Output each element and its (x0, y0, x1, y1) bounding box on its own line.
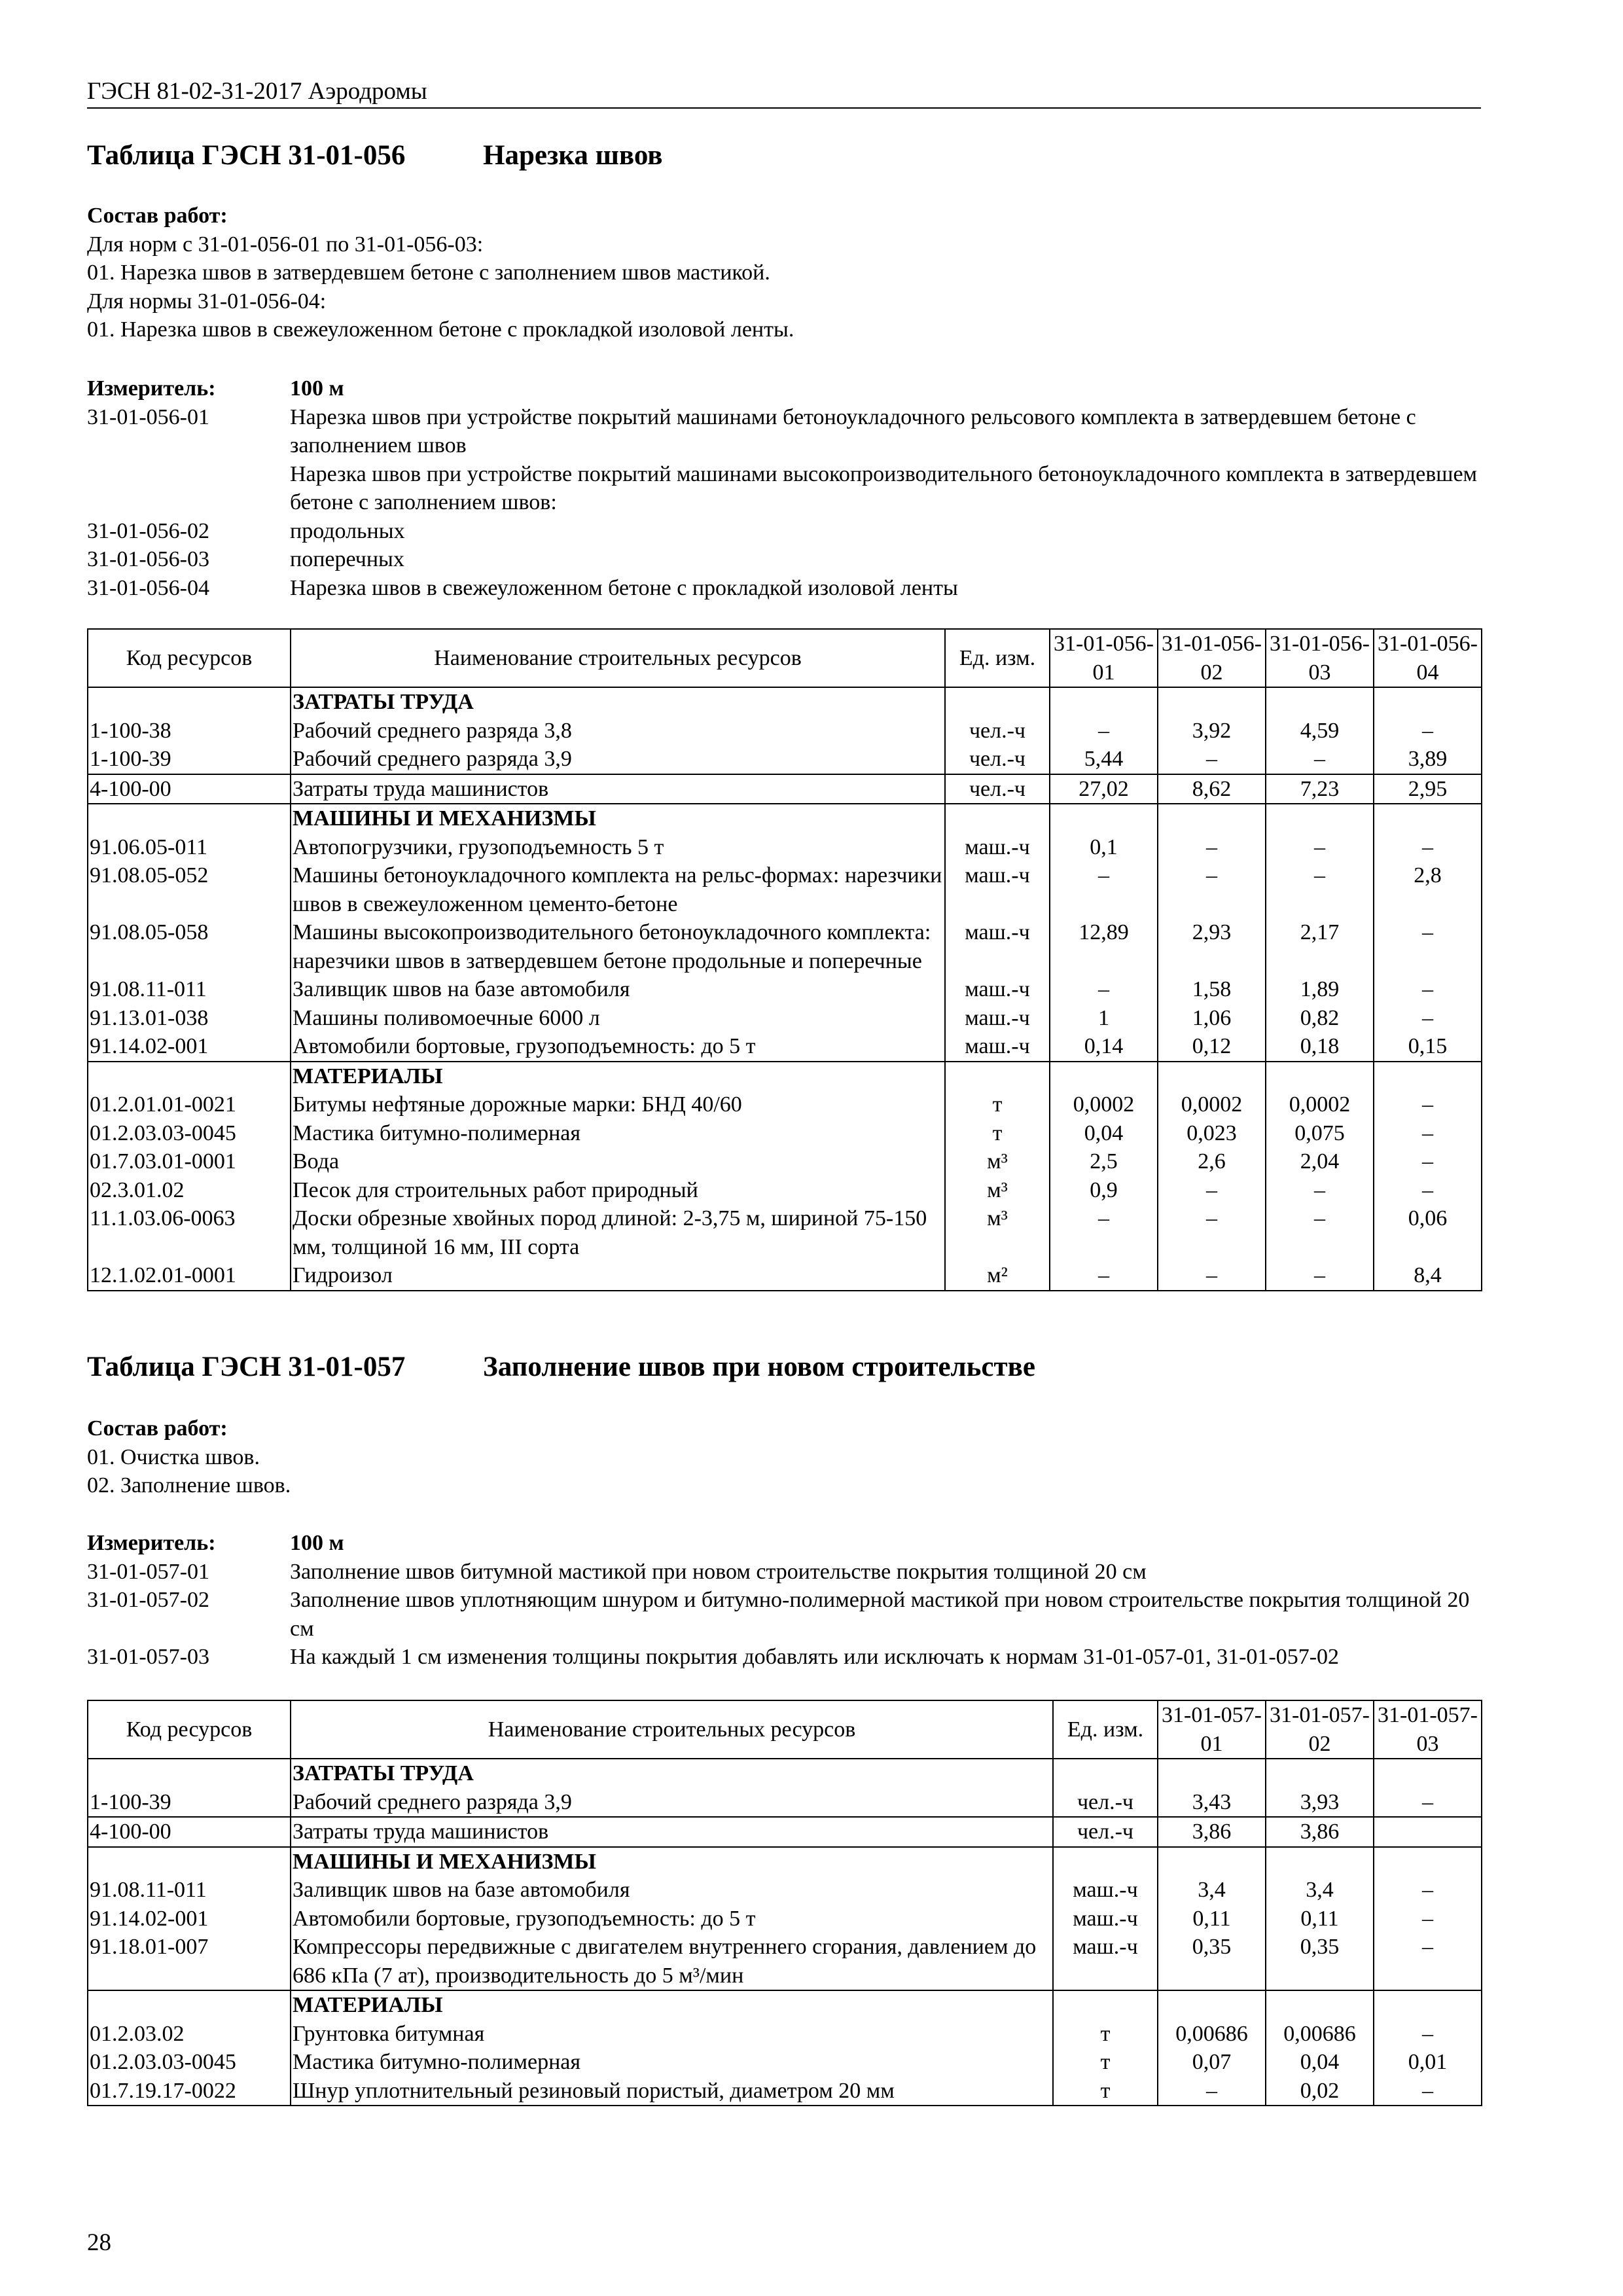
resource-unit: чел.-ч (945, 774, 1050, 804)
norm-code: 31-01-056-04 (87, 575, 209, 600)
resource-value (1050, 687, 1158, 717)
resource-name: МАШИНЫ И МЕХАНИЗМЫ (291, 1847, 1053, 1876)
header-unit: Ед. изм. (945, 629, 1050, 687)
resource-unit: т (945, 1090, 1050, 1119)
resource-value: 3,89 (1374, 745, 1482, 774)
resource-name: МАТЕРИАЛЫ (291, 1062, 945, 1091)
resource-name: Битумы нефтяные дорожные марки: БНД 40/60 (291, 1090, 945, 1119)
norm-text: Нарезка швов при устройстве покрытий машинами бетоноукладочного рельсового комплекта в затвердевшем бетоне с заполнением швов (290, 404, 1416, 457)
resource-value: – (1158, 2077, 1266, 2106)
resource-name: Рабочий среднего разряда 3,8 (291, 717, 945, 745)
table-row (88, 1876, 1482, 1905)
resource-value (1158, 1990, 1266, 2020)
resource-name: Машины высокопроизводительного бетоноукладочного комплекта: нарезчики швов в затвердевшем бетоне продольные и поперечные (291, 918, 945, 975)
resource-value (1158, 804, 1266, 833)
header-norm-col: 31-01-057-02 (1266, 1700, 1374, 1759)
resource-value: 1,58 (1158, 975, 1266, 1004)
resource-value: 0,15 (1374, 1032, 1482, 1062)
table-row (88, 1147, 1482, 1176)
table-row (88, 1817, 1482, 1847)
meter-value: 100 м (290, 376, 344, 401)
resource-value: 3,4 (1158, 1876, 1266, 1905)
resource-code (88, 1062, 291, 1091)
resource-code: 01.2.03.02 (88, 2020, 291, 2049)
resource-name: ЗАТРАТЫ ТРУДА (291, 1759, 1053, 1788)
resource-code: 91.08.11-011 (88, 975, 291, 1004)
resource-name: Мастика битумно-полимерная (291, 1119, 945, 1148)
resource-code: 91.14.02-001 (88, 1032, 291, 1062)
section-row (88, 687, 1482, 717)
resource-value (1374, 1990, 1482, 2020)
resource-unit: т (945, 1119, 1050, 1148)
resource-unit: маш.-ч (945, 1032, 1050, 1062)
resource-code: 91.14.02-001 (88, 1905, 291, 1933)
resource-value: 0,06 (1374, 1204, 1482, 1261)
resource-value: 0,82 (1266, 1004, 1374, 1033)
norm-text: На каждый 1 см изменения толщины покрытия добавлять или исключать к нормам 31-01-057-01, 31-01-057-02 (290, 1645, 1340, 1669)
resource-code: 91.18.01-007 (88, 1933, 291, 1990)
resource-value: – (1374, 833, 1482, 862)
resource-value: 3,43 (1158, 1788, 1266, 1818)
resource-code: 01.2.03.03-0045 (88, 1119, 291, 1148)
header-norm-col: 31-01-057-03 (1374, 1700, 1482, 1759)
resource-value: 7,23 (1266, 774, 1374, 804)
resource-value: – (1158, 1176, 1266, 1205)
resource-value: 0,00686 (1158, 2020, 1266, 2049)
resource-value: 0,075 (1266, 1119, 1374, 1148)
resource-unit: маш.-ч (945, 833, 1050, 862)
resource-value: – (1374, 918, 1482, 975)
resource-value (1374, 1062, 1482, 1091)
resource-value: – (1374, 1788, 1482, 1818)
header-unit: Ед. изм. (1053, 1700, 1158, 1759)
resource-value: 8,4 (1374, 1261, 1482, 1291)
composition-056 (87, 202, 1481, 344)
resource-value: 27,02 (1050, 774, 1158, 804)
table-row (88, 1090, 1482, 1119)
resource-value: – (1374, 2077, 1482, 2106)
running-header: ГЭСН 81-02-31-2017 Аэродромы (87, 77, 1481, 109)
composition-line: Для норм с 31-01-056-01 по 31-01-056-03: (87, 232, 484, 257)
resource-value: 0,07 (1158, 2048, 1266, 2077)
composition-line: 01. Нарезка швов в свежеуложенном бетоне с прокладкой изоловой ленты. (87, 317, 794, 342)
resource-value: – (1374, 1876, 1482, 1905)
resource-value: – (1374, 1176, 1482, 1205)
resource-code: 91.08.05-058 (88, 918, 291, 975)
resource-value (1266, 687, 1374, 717)
resource-value: 0,11 (1158, 1905, 1266, 1933)
table-row (88, 1119, 1482, 1148)
resource-value: 2,6 (1158, 1147, 1266, 1176)
resources-table-057 (87, 1700, 1482, 2106)
resource-unit: м² (945, 1261, 1050, 1291)
resource-value: – (1050, 717, 1158, 745)
meter-block-057 (87, 1529, 1481, 1672)
resource-code: 91.13.01-038 (88, 1004, 291, 1033)
table-label: Таблица ГЭСН 31-01-057 (87, 1352, 406, 1382)
resource-code: 12.1.02.01-0001 (88, 1261, 291, 1291)
table-row (88, 1261, 1482, 1291)
composition-line: 01. Очистка швов. (87, 1444, 260, 1469)
norm-code: 31-01-056-01 (87, 404, 209, 429)
resource-value: – (1158, 861, 1266, 918)
resource-value: – (1050, 861, 1158, 918)
resource-value (1050, 1062, 1158, 1091)
resource-value: – (1266, 1261, 1374, 1291)
composition-line: Для нормы 31-01-056-04: (87, 289, 327, 314)
resource-value: 0,0002 (1158, 1090, 1266, 1119)
resource-unit: чел.-ч (1053, 1788, 1158, 1818)
resource-value: – (1374, 1119, 1482, 1148)
table-row (88, 2020, 1482, 2049)
resource-value: 0,0002 (1050, 1090, 1158, 1119)
resource-code (88, 1990, 291, 2020)
resource-value (1266, 1062, 1374, 1091)
table-row (88, 1788, 1482, 1818)
resource-value (1374, 1759, 1482, 1788)
resource-name: Вода (291, 1147, 945, 1176)
resource-code: 02.3.01.02 (88, 1176, 291, 1205)
resource-unit: маш.-ч (1053, 1933, 1158, 1990)
table-name: Нарезка швов (483, 140, 663, 171)
resource-name: Затраты труда машинистов (291, 774, 945, 804)
resource-value: 0,04 (1050, 1119, 1158, 1148)
resource-value: – (1266, 1176, 1374, 1205)
resource-value: 2,04 (1266, 1147, 1374, 1176)
resource-value: 0,9 (1050, 1176, 1158, 1205)
table-title-057 (87, 1350, 1035, 1384)
table-row (88, 1905, 1482, 1933)
composition-line: 02. Заполнение швов. (87, 1473, 291, 1498)
table-row (88, 1032, 1482, 1062)
resource-value (1374, 687, 1482, 717)
resource-code: 1-100-39 (88, 1788, 291, 1818)
table-row (88, 2048, 1482, 2077)
resource-unit (945, 687, 1050, 717)
resource-unit (945, 1062, 1050, 1091)
header-norm-col: 31-01-056-04 (1374, 629, 1482, 687)
meter-value: 100 м (290, 1531, 344, 1555)
table-row (88, 861, 1482, 918)
resource-unit: т (1053, 2020, 1158, 2049)
resource-name: Компрессоры передвижные с двигателем внутреннего сгорания, давлением до 686 кПа (7 ат), производительность до 5 м³/мин (291, 1933, 1053, 1990)
resource-value: – (1050, 975, 1158, 1004)
norm-text: Нарезка швов при устройстве покрытий машинами высокопроизводительного бетоноукладочного комплекта в затвердевшем бетоне с заполнением швов: (290, 461, 1478, 514)
resource-name: Мастика битумно-полимерная (291, 2048, 1053, 2077)
resource-name: МАШИНЫ И МЕХАНИЗМЫ (291, 804, 945, 833)
resource-name: Грунтовка битумная (291, 2020, 1053, 2049)
resource-unit: маш.-ч (945, 861, 1050, 918)
resource-value: 0,04 (1266, 2048, 1374, 2077)
table-name: Заполнение швов при новом строительстве (483, 1352, 1035, 1382)
resource-unit: чел.-ч (1053, 1817, 1158, 1847)
resource-unit: т (1053, 2077, 1158, 2106)
resource-unit: м³ (945, 1176, 1050, 1205)
resource-code: 1-100-38 (88, 717, 291, 745)
meter-label: Измеритель: (87, 376, 216, 401)
header-name: Наименование строительных ресурсов (291, 629, 945, 687)
resource-value: 4,59 (1266, 717, 1374, 745)
resource-unit: маш.-ч (945, 1004, 1050, 1033)
resource-unit: м³ (945, 1204, 1050, 1261)
composition-heading: Состав работ: (87, 1416, 228, 1441)
resource-value: 12,89 (1050, 918, 1158, 975)
resource-value: 5,44 (1050, 745, 1158, 774)
table-label: Таблица ГЭСН 31-01-056 (87, 140, 406, 171)
resource-code: 01.7.03.01-0001 (88, 1147, 291, 1176)
section-row (88, 1847, 1482, 1876)
resource-value: 0,35 (1158, 1933, 1266, 1990)
resource-value: 1,06 (1158, 1004, 1266, 1033)
resource-unit: маш.-ч (945, 918, 1050, 975)
resource-value: – (1050, 1204, 1158, 1261)
resource-value: 0,35 (1266, 1933, 1374, 1990)
section-row (88, 1062, 1482, 1091)
resource-code: 1-100-39 (88, 745, 291, 774)
meter-block-056 (87, 374, 1481, 602)
table-row (88, 1933, 1482, 1990)
header-name: Наименование строительных ресурсов (291, 1700, 1053, 1759)
resource-value (1374, 804, 1482, 833)
resource-code: 4-100-00 (88, 774, 291, 804)
resource-value: – (1374, 717, 1482, 745)
resource-value: 3,92 (1158, 717, 1266, 745)
resource-value: 1,89 (1266, 975, 1374, 1004)
resource-value (1266, 1990, 1374, 2020)
resource-value: – (1050, 1261, 1158, 1291)
resource-name: Рабочий среднего разряда 3,9 (291, 1788, 1053, 1818)
table-title-056 (87, 139, 662, 173)
resource-value: 2,17 (1266, 918, 1374, 975)
header-code: Код ресурсов (88, 1700, 291, 1759)
resource-value (1266, 804, 1374, 833)
meter-label: Измеритель: (87, 1531, 216, 1555)
norm-code: 31-01-057-02 (87, 1588, 209, 1612)
resource-value: – (1374, 1004, 1482, 1033)
section-row (88, 804, 1482, 833)
table-row (88, 745, 1482, 774)
resource-value: – (1158, 1204, 1266, 1261)
resource-value (1158, 1759, 1266, 1788)
norm-code: 31-01-057-03 (87, 1645, 209, 1669)
table-row (88, 774, 1482, 804)
resource-unit (945, 804, 1050, 833)
page-number: 28 (87, 2229, 111, 2256)
resource-code: 91.06.05-011 (88, 833, 291, 862)
resource-unit: чел.-ч (945, 717, 1050, 745)
resource-code (88, 804, 291, 833)
norm-code (87, 460, 290, 517)
resource-name: Машины бетоноукладочного комплекта на рельс-формах: нарезчики швов в свежеуложенном цементо-бетоне (291, 861, 945, 918)
table-row (88, 1004, 1482, 1033)
table-row (88, 2077, 1482, 2106)
resource-value: 0,02 (1266, 2077, 1374, 2106)
resource-value: 2,95 (1374, 774, 1482, 804)
resource-value: – (1374, 1147, 1482, 1176)
composition-057 (87, 1414, 1481, 1500)
resource-value: – (1158, 745, 1266, 774)
resource-value (1158, 1062, 1266, 1091)
resource-value: 2,8 (1374, 861, 1482, 918)
resource-value: – (1374, 1090, 1482, 1119)
resource-value: – (1266, 861, 1374, 918)
resource-code (88, 687, 291, 717)
resource-value: 0,0002 (1266, 1090, 1374, 1119)
resource-value: 3,93 (1266, 1788, 1374, 1818)
resource-code (88, 1759, 291, 1788)
resource-value: – (1374, 1905, 1482, 1933)
resource-value (1158, 1847, 1266, 1876)
resource-value: 0,12 (1158, 1032, 1266, 1062)
table-row (88, 975, 1482, 1004)
resource-value: 3,86 (1158, 1817, 1266, 1847)
resource-name: Автомобили бортовые, грузоподъемность: до 5 т (291, 1032, 945, 1062)
resource-value: – (1158, 833, 1266, 862)
composition-heading: Состав работ: (87, 204, 228, 228)
resource-value: – (1266, 1204, 1374, 1261)
resource-name: Рабочий среднего разряда 3,9 (291, 745, 945, 774)
resource-value: 0,01 (1374, 2048, 1482, 2077)
resource-value (1158, 687, 1266, 717)
resource-unit (1053, 1847, 1158, 1876)
resource-code: 01.2.03.03-0045 (88, 2048, 291, 2077)
resource-value: 3,4 (1266, 1876, 1374, 1905)
resource-value: 0,023 (1158, 1119, 1266, 1148)
resource-unit: чел.-ч (945, 745, 1050, 774)
section-row (88, 1759, 1482, 1788)
resource-value: 1 (1050, 1004, 1158, 1033)
resource-name: МАТЕРИАЛЫ (291, 1990, 1053, 2020)
table-row (88, 1204, 1482, 1261)
resource-code: 01.7.19.17-0022 (88, 2077, 291, 2106)
resource-code (88, 1847, 291, 1876)
resource-unit (1053, 1759, 1158, 1788)
resource-name: Заливщик швов на базе автомобиля (291, 1876, 1053, 1905)
resource-unit (1053, 1990, 1158, 2020)
norm-text: поперечных (290, 547, 404, 571)
resource-unit: маш.-ч (1053, 1905, 1158, 1933)
resource-value: 2,93 (1158, 918, 1266, 975)
resource-value (1374, 1817, 1482, 1847)
composition-line: 01. Нарезка швов в затвердевшем бетоне с заполнением швов мастикой. (87, 260, 770, 285)
header-norm-col: 31-01-056-03 (1266, 629, 1374, 687)
resource-unit: маш.-ч (1053, 1876, 1158, 1905)
resource-code: 11.1.03.06-0063 (88, 1204, 291, 1261)
resource-value: 2,5 (1050, 1147, 1158, 1176)
resource-name: Доски обрезные хвойных пород длиной: 2-3,75 м, шириной 75-150 мм, толщиной 16 мм, III сорта (291, 1204, 945, 1261)
resource-value: 0,11 (1266, 1905, 1374, 1933)
resource-name: Автомобили бортовые, грузоподъемность: до 5 т (291, 1905, 1053, 1933)
resource-value: 0,00686 (1266, 2020, 1374, 2049)
resource-code: 91.08.11-011 (88, 1876, 291, 1905)
table-row (88, 717, 1482, 745)
resource-name: Песок для строительных работ природный (291, 1176, 945, 1205)
norm-code: 31-01-056-03 (87, 547, 209, 571)
resource-value (1266, 1847, 1374, 1876)
resource-code: 91.08.05-052 (88, 861, 291, 918)
resource-name: Машины поливомоечные 6000 л (291, 1004, 945, 1033)
resource-value: – (1158, 1261, 1266, 1291)
table-row (88, 833, 1482, 862)
resource-value: 8,62 (1158, 774, 1266, 804)
header-norm-col: 31-01-056-01 (1050, 629, 1158, 687)
norm-text: Нарезка швов в свежеуложенном бетоне с прокладкой изоловой ленты (290, 575, 958, 600)
resource-value: 0,14 (1050, 1032, 1158, 1062)
resource-value: – (1374, 975, 1482, 1004)
resource-code: 4-100-00 (88, 1817, 291, 1847)
resource-name: Заливщик швов на базе автомобиля (291, 975, 945, 1004)
table-row (88, 918, 1482, 975)
norm-code: 31-01-057-01 (87, 1559, 209, 1584)
resource-name: Затраты труда машинистов (291, 1817, 1053, 1847)
resource-unit: маш.-ч (945, 975, 1050, 1004)
norm-text: Заполнение швов битумной мастикой при новом строительстве покрытия толщиной 20 см (290, 1559, 1147, 1584)
resource-value: – (1374, 2020, 1482, 2049)
table-row (88, 1176, 1482, 1205)
section-row (88, 1990, 1482, 2020)
header-norm-col: 31-01-057-01 (1158, 1700, 1266, 1759)
norm-text: продольных (290, 518, 405, 543)
header-norm-col: 31-01-056-02 (1158, 629, 1266, 687)
resource-value (1374, 1847, 1482, 1876)
resource-name: Гидроизол (291, 1261, 945, 1291)
resource-unit: м³ (945, 1147, 1050, 1176)
header-code: Код ресурсов (88, 629, 291, 687)
resource-value: 3,86 (1266, 1817, 1374, 1847)
resource-value (1266, 1759, 1374, 1788)
resource-value: – (1266, 745, 1374, 774)
resource-code: 01.2.01.01-0021 (88, 1090, 291, 1119)
resource-name: Шнур уплотнительный резиновый пористый, диаметром 20 мм (291, 2077, 1053, 2106)
resource-value: – (1374, 1933, 1482, 1990)
norm-code: 31-01-056-02 (87, 518, 209, 543)
resource-value: 0,1 (1050, 833, 1158, 862)
resources-table-056 (87, 628, 1482, 1291)
resource-name: ЗАТРАТЫ ТРУДА (291, 687, 945, 717)
resource-value (1050, 804, 1158, 833)
resource-value: 0,18 (1266, 1032, 1374, 1062)
resource-name: Автопогрузчики, грузоподъемность 5 т (291, 833, 945, 862)
norm-text: Заполнение швов уплотняющим шнуром и битумно-полимерной мастикой при новом строительстве покрытия толщиной 20 см (290, 1588, 1470, 1641)
resource-unit: т (1053, 2048, 1158, 2077)
resource-value: – (1266, 833, 1374, 862)
